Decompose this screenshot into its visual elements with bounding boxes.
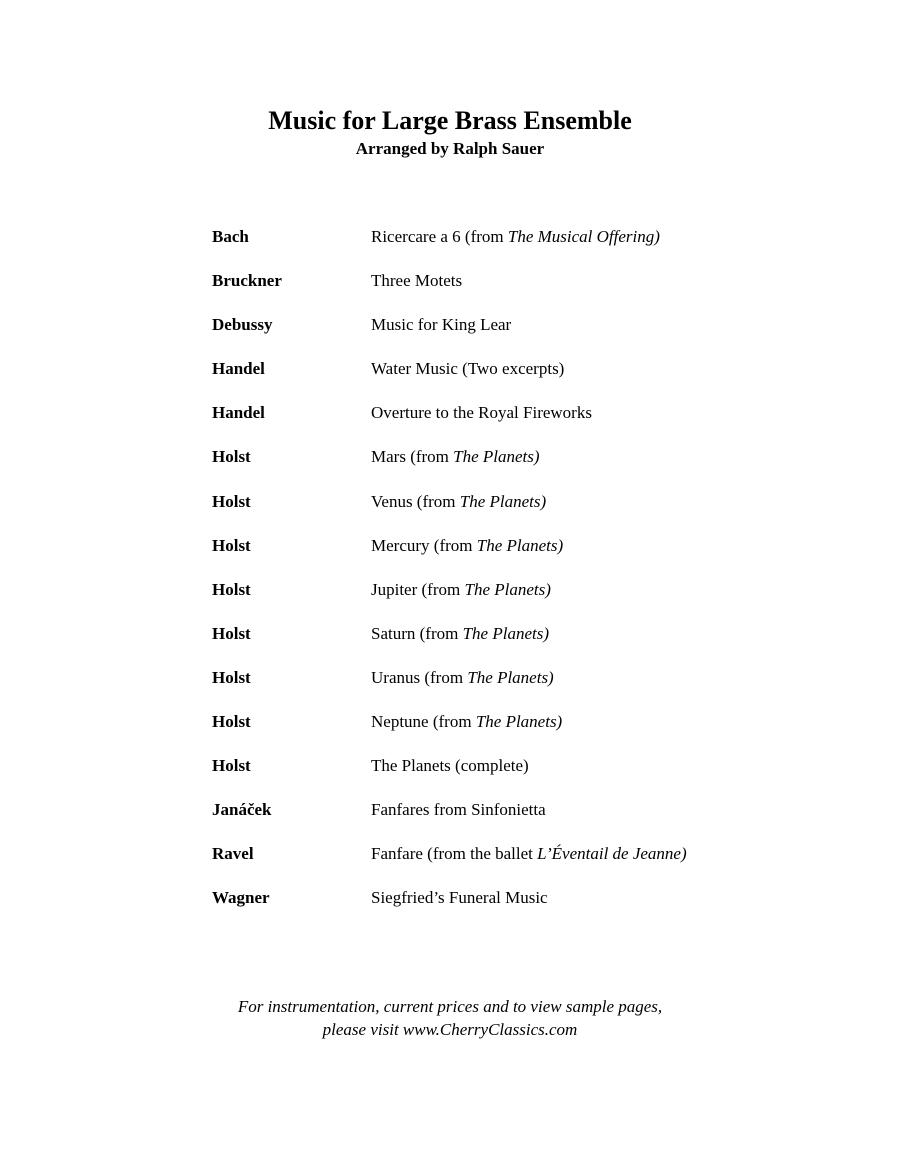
list-item (212, 313, 772, 357)
list-item (212, 886, 772, 930)
work-title: Neptune (from The Planets) (371, 712, 563, 732)
list-item (212, 710, 772, 754)
composer-name: Holst (212, 491, 251, 511)
work-title: Mercury (from The Planets) (371, 535, 564, 555)
list-item (212, 578, 772, 622)
list-item (212, 357, 772, 401)
work-title: Water Music (Two excerpts) (371, 359, 565, 379)
work-title: Jupiter (from The Planets) (371, 579, 551, 599)
work-title: Overture to the Royal Fireworks (371, 403, 592, 423)
composer-name: Holst (212, 756, 251, 776)
composer-name: Bach (212, 227, 249, 246)
page-subtitle: Arranged by Ralph Sauer (355, 139, 545, 158)
composer-name: Handel (212, 359, 265, 379)
work-title: Uranus (from The Planets) (371, 667, 554, 687)
composer-name: Holst (212, 447, 251, 467)
page-title: Music for Large Brass Ensemble (268, 106, 632, 135)
composer-name: Debussy (212, 315, 273, 335)
list-item (212, 225, 772, 269)
work-title: Siegfried’s Funeral Music (371, 888, 548, 908)
list-item (212, 445, 772, 489)
composer-name: Handel (212, 403, 265, 423)
footer-note (0, 995, 900, 1041)
footer-line-website: please visit www.CherryClassics.com (322, 1020, 578, 1039)
list-item (212, 490, 772, 534)
work-title: Fanfare (from the ballet L’Éventail de Jeanne) (371, 844, 687, 864)
composer-name: Holst (212, 712, 251, 732)
list-item (212, 754, 772, 798)
list-item (212, 534, 772, 578)
composer-name: Holst (212, 623, 251, 643)
repertoire-list (212, 225, 772, 931)
composer-name: Ravel (212, 844, 254, 864)
composer-name: Bruckner (212, 271, 282, 291)
composer-name: Wagner (212, 888, 270, 908)
work-title: The Planets (complete) (371, 756, 529, 776)
work-title: Saturn (from The Planets) (371, 623, 549, 643)
composer-name: Janáček (212, 800, 272, 820)
work-title: Fanfares from Sinfonietta (371, 800, 546, 820)
composer-name: Holst (212, 667, 251, 687)
list-item (212, 842, 772, 886)
composer-name: Holst (212, 535, 251, 555)
work-title: Venus (from The Planets) (371, 491, 547, 511)
list-item (212, 622, 772, 666)
composer-name: Holst (212, 579, 251, 599)
work-title: Music for King Lear (371, 315, 512, 335)
footer-line-instrumentation: For instrumentation, current prices and to view sample pages, (237, 997, 663, 1016)
list-item (212, 269, 772, 313)
work-title: Ricercare a 6 (from The Musical Offering) (371, 227, 660, 246)
list-item (212, 798, 772, 842)
work-title: Mars (from The Planets) (371, 447, 540, 467)
list-item (212, 666, 772, 710)
work-title: Three Motets (371, 271, 463, 291)
list-item (212, 401, 772, 445)
